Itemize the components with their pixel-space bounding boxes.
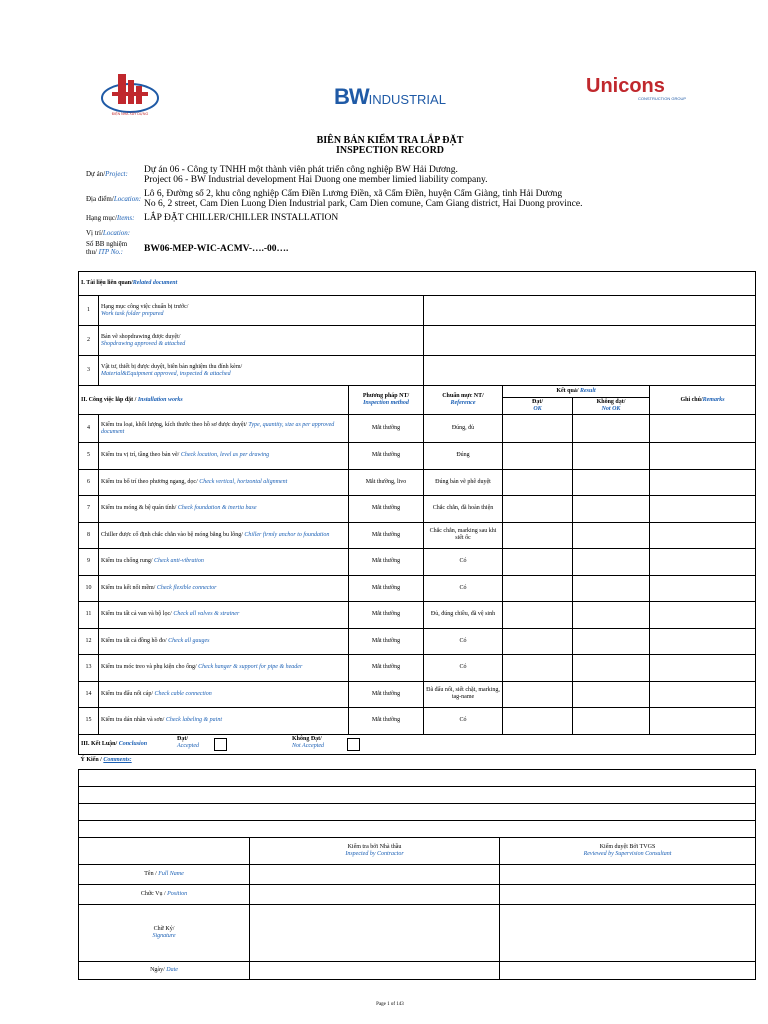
row-number: 14 xyxy=(79,681,99,708)
inspection-reference: Đủ, đúng chiều, đã vệ sinh xyxy=(424,602,503,629)
consultant-signature-field[interactable] xyxy=(500,904,756,961)
inspection-item: Kiểm tra kết nối mềm/ Check flexible connector xyxy=(99,575,349,602)
contractor-name-field[interactable] xyxy=(250,864,500,884)
position-row xyxy=(79,884,756,904)
contractor-header: Kiểm tra bởi Nhà thầu Inspected by Contractor xyxy=(250,837,500,864)
consultant-position-field[interactable] xyxy=(500,884,756,904)
document-status-field[interactable] xyxy=(424,296,756,326)
inspection-item: Kiểm tra bố trí theo phương ngang, dọc/ Check vertical, horizontal alignment xyxy=(99,469,349,496)
document-row xyxy=(79,326,756,356)
ok-header: Đạt/ OK xyxy=(503,398,573,415)
unicons-logo-text: Unicons xyxy=(586,75,665,97)
result-notok-cell[interactable] xyxy=(573,628,650,655)
comment-line-3[interactable] xyxy=(79,803,756,820)
inspection-reference: Có xyxy=(424,628,503,655)
result-ok-cell[interactable] xyxy=(503,469,573,496)
inspection-row xyxy=(79,681,756,708)
inspection-item: Kiểm tra vị trí, tầng theo bản vẽ/ Check location, level as per drawing xyxy=(99,443,349,470)
remarks-cell[interactable] xyxy=(650,655,756,682)
comments-label-cell: Ý Kiến / Comments: xyxy=(79,752,756,769)
date-row xyxy=(79,961,756,979)
result-notok-cell[interactable] xyxy=(573,522,650,549)
project-value-vi: Dự án 06 - Công ty TNHH một thành viên phát triển công nghiệp BW Hải Dương. xyxy=(144,165,458,175)
remarks-cell[interactable] xyxy=(650,602,756,629)
row-number: 9 xyxy=(79,549,99,576)
inspection-reference: Có xyxy=(424,549,503,576)
items-value: LẮP ĐẶT CHILLER/CHILLER INSTALLATION xyxy=(144,213,339,223)
row-number: 12 xyxy=(79,628,99,655)
inspection-row xyxy=(79,708,756,735)
inspection-reference: Có xyxy=(424,655,503,682)
comment-line-1[interactable] xyxy=(79,769,756,786)
row-number: 15 xyxy=(79,708,99,735)
remarks-cell[interactable] xyxy=(650,469,756,496)
remarks-cell[interactable] xyxy=(650,708,756,735)
document-item: Vật tư, thiết bị được duyệt, biên bản nghiệm thu đính kèm/ Material&Equipment approved, inspected & attached xyxy=(99,356,424,386)
row-number: 6 xyxy=(79,469,99,496)
result-notok-cell[interactable] xyxy=(573,602,650,629)
location-value-en: No 6, 2 street, Cam Dien Luong Dien Industrial park, Cam Dien comune, Cam Giang district, Hai Duong province. xyxy=(144,199,583,209)
row-number: 13 xyxy=(79,655,99,682)
inspection-row xyxy=(79,443,756,470)
result-notok-cell[interactable] xyxy=(573,655,650,682)
not-accepted-checkbox[interactable] xyxy=(347,738,360,751)
conclusion-title: III. Kết Luận/ Conclusion xyxy=(81,740,148,747)
inspection-row xyxy=(79,496,756,523)
accepted-checkbox[interactable] xyxy=(214,738,227,751)
inspection-method: Mắt thường xyxy=(349,415,424,443)
result-notok-cell[interactable] xyxy=(573,443,650,470)
contractor-position-field[interactable] xyxy=(250,884,500,904)
document-row xyxy=(79,296,756,326)
inspection-method: Mắt thường xyxy=(349,681,424,708)
bw-logo-mark: BW xyxy=(334,84,369,109)
inspection-item: Kiểm tra móng & bệ quán tính/ Check foundation & inertia base xyxy=(99,496,349,523)
row-number: 5 xyxy=(79,443,99,470)
result-ok-cell[interactable] xyxy=(503,602,573,629)
section1-title: I. Tài liệu liên quan/Related document xyxy=(79,272,756,296)
csc-logo-text: ĐIỆN NHÀ XÂY DỰNG xyxy=(111,112,149,116)
not-accepted-label: Không Đạt/ Not Accepted xyxy=(292,735,325,749)
inspection-reference: Đúng xyxy=(424,443,503,470)
result-ok-cell[interactable] xyxy=(503,496,573,523)
remarks-cell[interactable] xyxy=(650,522,756,549)
contractor-date-field[interactable] xyxy=(250,961,500,979)
inspection-row xyxy=(79,469,756,496)
result-ok-cell[interactable] xyxy=(503,575,573,602)
result-notok-cell[interactable] xyxy=(573,681,650,708)
accepted-label: Đạt/ Accepted xyxy=(177,735,199,749)
row-number: 8 xyxy=(79,522,99,549)
signoff-table xyxy=(78,752,756,980)
result-ok-cell[interactable] xyxy=(503,522,573,549)
inspection-method: Mắt thường xyxy=(349,496,424,523)
result-ok-cell[interactable] xyxy=(503,443,573,470)
inspection-method: Mắt thường xyxy=(349,655,424,682)
inspection-method: Mắt thường xyxy=(349,575,424,602)
row-number: 7 xyxy=(79,496,99,523)
inspection-row xyxy=(79,575,756,602)
consultant-date-field[interactable] xyxy=(500,961,756,979)
inspection-reference: Đã đấu nối, siết chặt, marking, tag-name xyxy=(424,681,503,708)
remarks-cell[interactable] xyxy=(650,415,756,443)
doc-title-vi: BIÊN BẢN KIỂM TRA LẮP ĐẶT xyxy=(316,135,464,146)
result-notok-cell[interactable] xyxy=(573,549,650,576)
row-number: 1 xyxy=(79,296,99,326)
inspection-item: Kiểm tra tất cả van và bộ lọc/ Check all valves & strainer xyxy=(99,602,349,629)
name-label: Tên / Full Name xyxy=(79,864,250,884)
name-row xyxy=(79,864,756,884)
inspection-item: Kiểm tra dán nhãn và sơn/ Check labeling & paint xyxy=(99,708,349,735)
inspection-reference: Có xyxy=(424,575,503,602)
page-number: Page 1 of 143 xyxy=(376,1002,404,1007)
location-label: Địa điểm/Location: xyxy=(86,195,142,203)
result-notok-cell[interactable] xyxy=(573,415,650,443)
document-row xyxy=(79,356,756,386)
row-number: 11 xyxy=(79,602,99,629)
result-notok-cell[interactable] xyxy=(573,469,650,496)
location-value-vi: Lô 6, Đường số 2, khu công nghiệp Cẩm Điền Lương Điền, xã Cẩm Điền, huyện Cẩm Giàng, tỉnh Hải Dương xyxy=(144,189,563,199)
row-number: 2 xyxy=(79,326,99,356)
comment-line-2[interactable] xyxy=(79,786,756,803)
result-ok-cell[interactable] xyxy=(503,681,573,708)
csc-logo xyxy=(98,68,162,120)
remarks-header: Ghi chú/Remarks xyxy=(650,386,756,415)
result-ok-cell[interactable] xyxy=(503,708,573,735)
notok-header: Không đạt/ Not OK xyxy=(573,398,650,415)
remarks-cell[interactable] xyxy=(650,575,756,602)
consultant-header: Kiểm duyệt Bởi TVGS Reviewed by Supervision Consultant xyxy=(500,837,756,864)
inspection-method: Mắt thường xyxy=(349,602,424,629)
inspection-method: Mắt thường xyxy=(349,628,424,655)
inspection-item: Chiller được cố định chắc chắn vào bệ móng bằng bu lông/ Chiller firmly anchor to foundation xyxy=(99,522,349,549)
inspection-item: Kiểm tra chống rung/ Check anti-vibration xyxy=(99,549,349,576)
inspection-reference: Có xyxy=(424,708,503,735)
result-ok-cell[interactable] xyxy=(503,655,573,682)
inspection-method: Mắt thường xyxy=(349,443,424,470)
project-label: Dự án/Project: xyxy=(86,170,128,178)
position-label-cell: Chức Vụ / Position xyxy=(79,884,250,904)
conclusion-cell xyxy=(79,734,756,754)
inspection-row xyxy=(79,549,756,576)
reference-header: Chuẩn mực NT/ Reference xyxy=(424,386,503,415)
result-notok-cell[interactable] xyxy=(573,496,650,523)
result-notok-cell[interactable] xyxy=(573,708,650,735)
method-header: Phương pháp NT/ Inspection method xyxy=(349,386,424,415)
contractor-signature-field[interactable] xyxy=(250,904,500,961)
inspection-method: Mắt thường, livo xyxy=(349,469,424,496)
result-ok-cell[interactable] xyxy=(503,628,573,655)
project-value-en: Project 06 - BW Industrial development Hai Duong one member limied liability company. xyxy=(144,175,488,185)
result-ok-cell[interactable] xyxy=(503,549,573,576)
section2-title: II. Công việc lắp đặt / Installation works xyxy=(79,386,349,415)
document-status-field[interactable] xyxy=(424,326,756,356)
inspection-row xyxy=(79,522,756,549)
inspection-row xyxy=(79,415,756,443)
bw-industrial-logo xyxy=(334,84,446,114)
inspection-reference: Đúng, đủ xyxy=(424,415,503,443)
row-number: 10 xyxy=(79,575,99,602)
itp-label: Số BB nghiệm thu/ ITP No.: xyxy=(86,240,128,256)
unicons-logo-sub: CONSTRUCTION GROUP xyxy=(638,96,686,101)
inspection-reference: Chắc chắn, đã hoàn thiện xyxy=(424,496,503,523)
inspection-reference: Đúng bản vẽ phê duyệt xyxy=(424,469,503,496)
remarks-cell[interactable] xyxy=(650,496,756,523)
inspection-reference: Chắc chắn, marking sau khi siết ốc xyxy=(424,522,503,549)
document-item: Bản vẽ shopdrawing được duyệt/ Shopdrawing approved & attached xyxy=(99,326,424,356)
inspection-item: Kiểm tra móc treo và phụ kiện cho ống/ Check hanger & support for pipe & header xyxy=(99,655,349,682)
document-status-field[interactable] xyxy=(424,356,756,386)
unicons-logo xyxy=(586,76,690,106)
inspection-method: Mắt thường xyxy=(349,549,424,576)
result-ok-cell[interactable] xyxy=(503,415,573,443)
date-label: Ngày/ Date xyxy=(79,961,250,979)
remarks-cell[interactable] xyxy=(650,681,756,708)
comments-row xyxy=(79,752,756,769)
inspection-row xyxy=(79,602,756,629)
remarks-cell[interactable] xyxy=(650,628,756,655)
row-number: 3 xyxy=(79,356,99,386)
result-notok-cell[interactable] xyxy=(573,575,650,602)
comment-line-4[interactable] xyxy=(79,820,756,837)
inspection-method: Mắt thường xyxy=(349,708,424,735)
section1-header-row xyxy=(79,272,756,296)
inspection-method: Mắt thường xyxy=(349,522,424,549)
document-item: Hạng mục công việc chuẩn bị trước/ Work task folder prepared xyxy=(99,296,424,326)
industrial-logo-text: INDUSTRIAL xyxy=(368,92,446,107)
section2-header-row xyxy=(79,386,756,398)
inspection-table xyxy=(78,271,756,755)
inspection-row xyxy=(79,628,756,655)
remarks-cell[interactable] xyxy=(650,443,756,470)
signature-row xyxy=(79,904,756,961)
doc-title-en: INSPECTION RECORD xyxy=(335,145,445,156)
signoff-header-row xyxy=(79,837,756,864)
inspection-item: Kiểm tra loại, khối lượng, kích thước theo hồ sơ được duyệt/ Type, quantity, size as per approved document xyxy=(99,415,349,443)
itp-value: BW06-MEP-WIC-ACMV-….-00…. xyxy=(144,244,289,254)
consultant-name-field[interactable] xyxy=(500,864,756,884)
inspection-item: Kiểm tra tất cả đồng hồ đo/ Check all gauges xyxy=(99,628,349,655)
conclusion-row xyxy=(79,734,756,754)
inspection-item: Kiểm tra đấu nối cáp/ Check cable connection xyxy=(99,681,349,708)
inspection-row xyxy=(79,655,756,682)
result-header: Kết quả/ Result xyxy=(503,386,650,398)
remarks-cell[interactable] xyxy=(650,549,756,576)
row-number: 4 xyxy=(79,415,99,443)
position-label: Vị trí/Location: xyxy=(86,229,131,237)
items-label: Hạng mục/Items: xyxy=(86,214,135,222)
signature-label: Chữ Ký/ Signature xyxy=(79,904,250,961)
